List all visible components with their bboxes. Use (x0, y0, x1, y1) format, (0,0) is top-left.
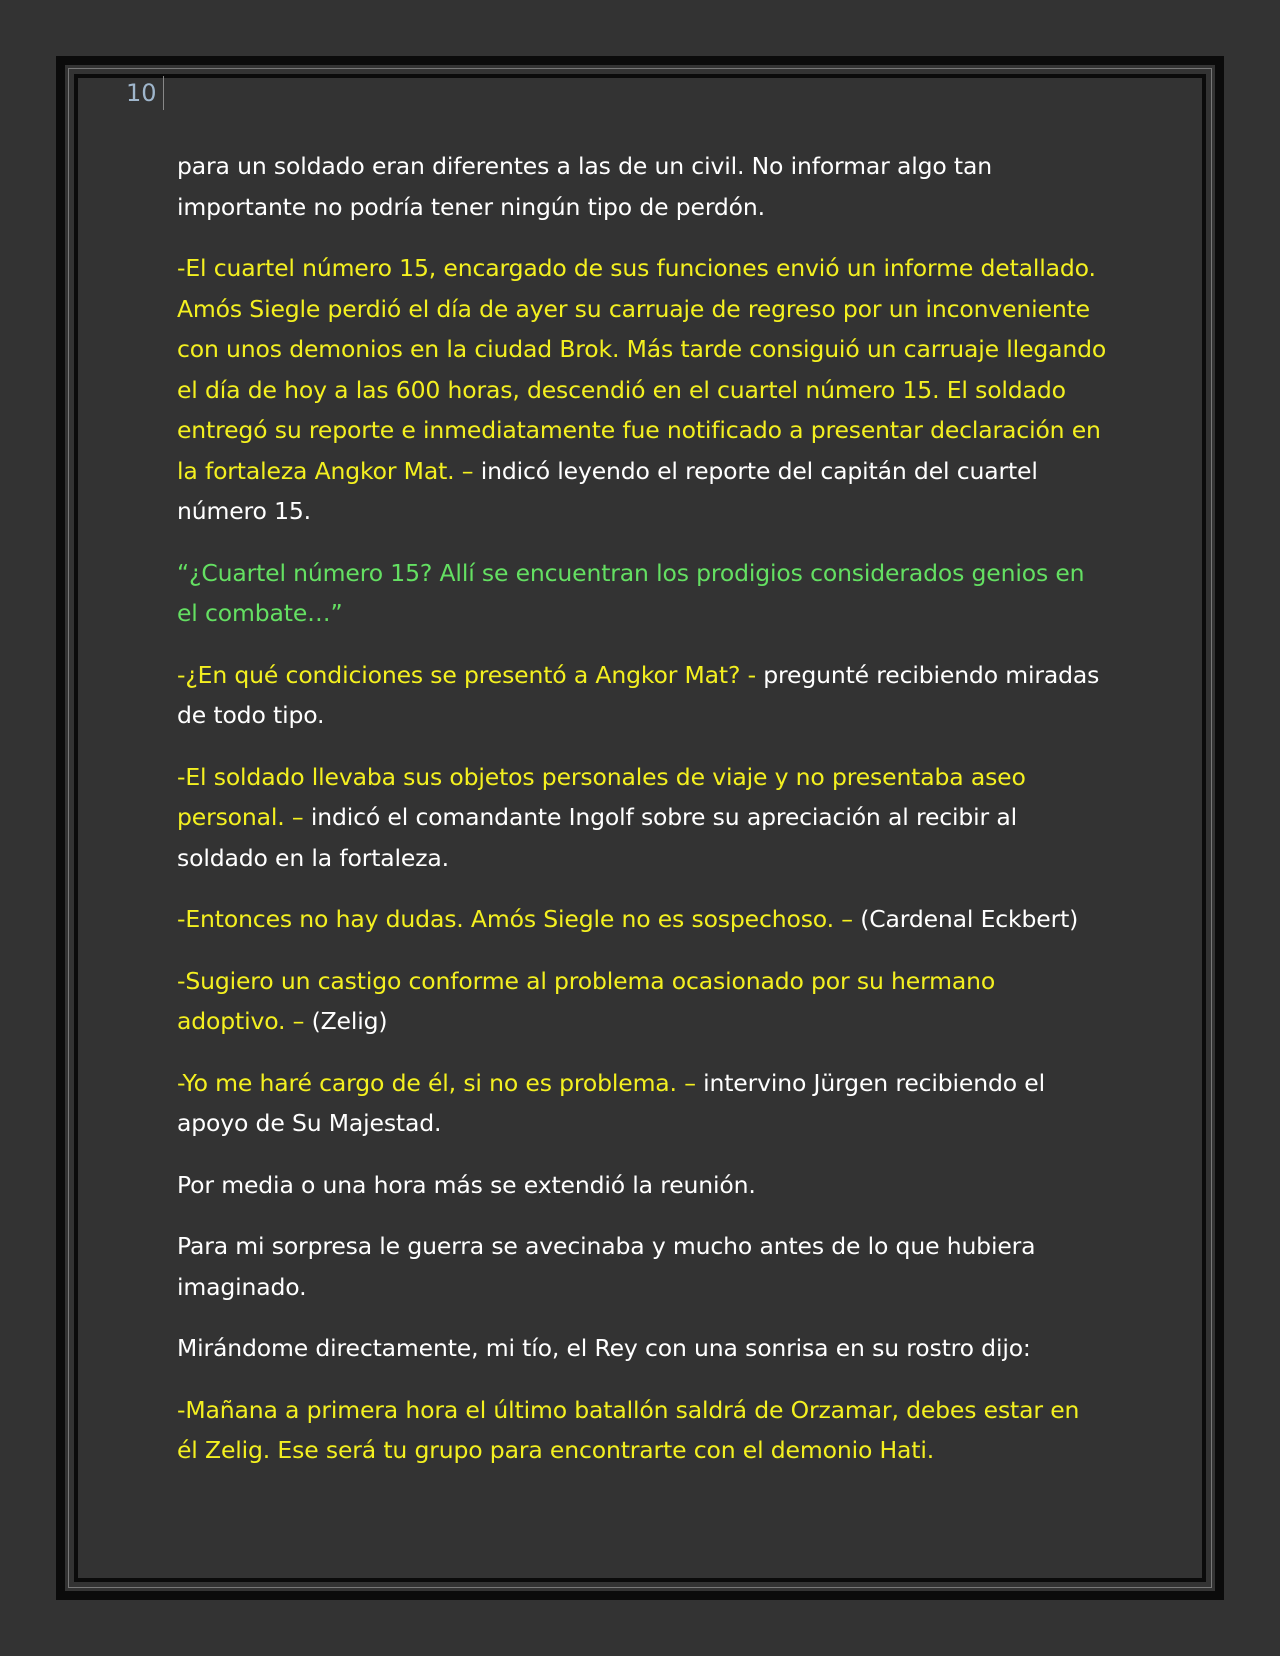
thought-text: “¿Cuartel número 15? Allí se encuentran los prodigios considerados genios en el combate…” (177, 558, 1085, 627)
paragraph (177, 553, 1107, 634)
paragraph (177, 1165, 1107, 1206)
paragraph (177, 757, 1107, 879)
dialogue-text: -Entonces no hay dudas. Amós Siegle no es sospechoso. – (177, 905, 861, 933)
dialogue-text: -¿En qué condiciones se presentó a Angkor Mat? - (177, 660, 764, 689)
narration-text: indicó el comandante Ingolf sobre su apreciación al recibir al soldado en la fortaleza. (177, 803, 1018, 872)
paragraph (177, 899, 1107, 940)
dialogue-text: -Yo me haré cargo de él, si no es problema. – (177, 1068, 704, 1097)
paragraph (177, 1328, 1107, 1369)
dialogue-text: -El cuartel número 15, encargado de sus funciones envió un informe detallado. Amós Siegle perdió el día de ayer su carruaje de regreso por un inconveniente con unos demonios en la ciudad Brok. Más tarde consiguió un carruaje llegando el día de hoy a las 600 horas, descendió en el cuartel número 15. El soldado entregó su reporte e inmediatamente fue notificado a presentar declaración en la fortaleza Angkor Mat. – (177, 254, 1107, 485)
paragraph (177, 1063, 1107, 1144)
page-number: 10 (126, 76, 164, 110)
paragraph (177, 655, 1107, 736)
narration-text: Para mi sorpresa le guerra se avecinaba y mucho antes de lo que hubiera imaginado. (177, 1232, 1036, 1301)
narration-text: intervino Jürgen recibiendo el apoyo de Su Majestad. (177, 1068, 1045, 1137)
paragraph (177, 146, 1107, 227)
narration-text: Mirándome directamente, mi tío, el Rey con una sonrisa en su rostro dijo: (177, 1334, 1031, 1362)
paragraph (177, 1226, 1107, 1307)
narration-text: (Cardenal Eckbert) (860, 905, 1079, 933)
dialogue-text: -Mañana a primera hora el último batallón saldrá de Orzamar, debes estar en él Zelig. Ese será tu grupo para encontrarte con el demonio Hati. (177, 1395, 1080, 1464)
dialogue-text: -El soldado llevaba sus objetos personales de viaje y no presentaba aseo personal. – (177, 762, 1026, 831)
narration-text: Por media o una hora más se extendió la reunión. (177, 1170, 756, 1199)
paragraph (177, 248, 1107, 532)
page-body (177, 146, 1107, 1492)
narration-text: para un soldado eran diferentes a las de un civil. No informar algo tan importante no podría tener ningún tipo de perdón. (177, 152, 992, 221)
narration-text: (Zelig) (311, 1007, 388, 1035)
narration-text: indicó leyendo el reporte del capitán del cuartel número 15. (177, 456, 1038, 525)
dialogue-text: -Sugiero un castigo conforme al problema ocasionado por su hermano adoptivo. – (177, 966, 996, 1035)
paragraph (177, 961, 1107, 1042)
paragraph (177, 1390, 1107, 1471)
narration-text: pregunté recibiendo miradas de todo tipo. (177, 660, 1100, 729)
